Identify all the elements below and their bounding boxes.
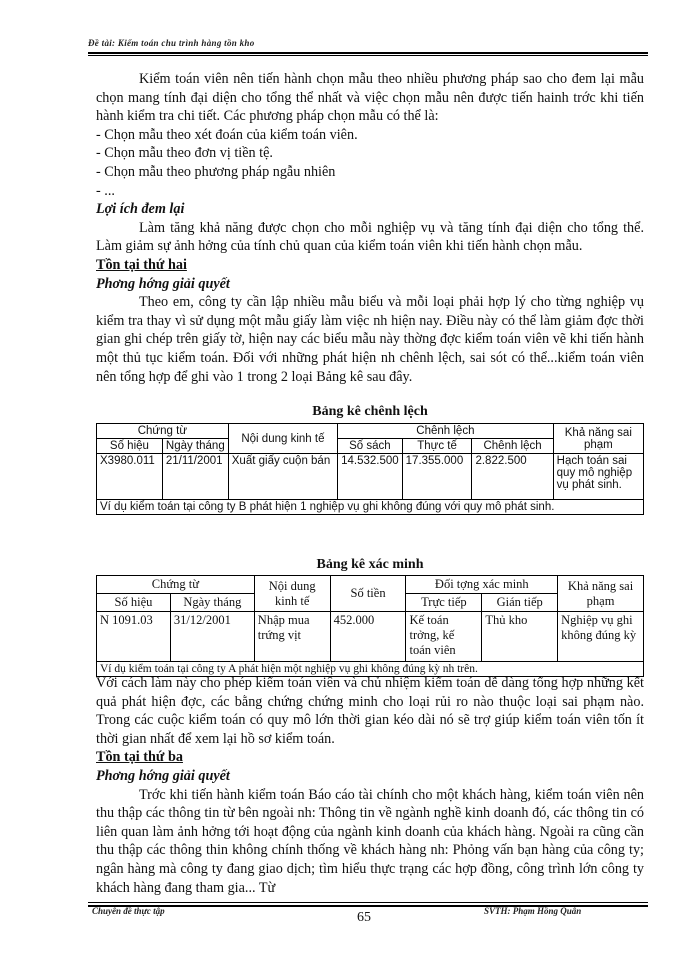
table-cell: N 1091.03 xyxy=(97,612,171,662)
table-cell: 21/11/2001 xyxy=(162,454,228,500)
table1-title: Bảng kê chênh lệch xyxy=(312,404,428,419)
table-row xyxy=(97,454,644,500)
paragraph-benefit: Làm tăng khả năng được chọn cho mỗi nghiệp vụ và tăng tính đại diện cho tổng thể. Làm giảm sự ảnh hởng của tính chủ quan của kiểm toán viên khi tiến hành chọn mẫu. xyxy=(96,219,644,255)
table-cell: 452.000 xyxy=(330,612,406,662)
paragraph-benefit-method: Với cách làm này cho phép kiểm toán viên và chủ nhiệm kiểm toán dễ dàng tổng hợp những kết quả phát hiện đợc, các bằng chứng chứng minh cho loại rủi ro nào thuộc loại sai phạm nào. Trong các cuộc kiểm toán có quy mô lớn thời gian kéo dài nó sẽ trợ giúp kiểm toán viên tốn ít thời gian nhất để xem lại hồ sơ kiểm toán. xyxy=(96,675,644,747)
heading-issue-two: Tồn tại thứ hai xyxy=(96,256,187,273)
text-block-1 xyxy=(96,70,644,386)
col-header: Trực tiếp xyxy=(406,594,482,612)
col-header: Chênh lệch xyxy=(472,439,553,454)
col-header: Chứng từ xyxy=(97,576,255,594)
footer-left: Chuyên đề thực tập xyxy=(92,906,165,916)
page-number: 65 xyxy=(357,910,371,925)
table-cell: X3980.011 xyxy=(97,454,163,500)
list-item: - Chọn mẫu theo đơn vị tiền tệ. xyxy=(96,145,273,162)
table-cell: 14.532.500 xyxy=(338,454,403,500)
table-note: Ví dụ kiểm toán tại công ty A phát hiện một nghiệp vụ ghi không đúng kỳ nh trên. xyxy=(97,662,644,677)
header-rule xyxy=(88,52,648,54)
col-header: Ngày tháng xyxy=(170,594,254,612)
table-note: Ví dụ kiểm toán tại công ty B phát hiện 1 nghiệp vụ ghi không đúng với quy mô phát sinh. xyxy=(97,500,644,515)
table-cell: Kế toán trởng, kế toán viên xyxy=(406,612,482,662)
col-header: Số tiền xyxy=(330,576,406,612)
table-cell: Xuất giấy cuộn bán xyxy=(228,454,337,500)
table-cell: 17.355.000 xyxy=(402,454,472,500)
table-row xyxy=(97,612,644,662)
table-cell: 31/12/2001 xyxy=(170,612,254,662)
paragraph-solution-three: Trớc khi tiến hành kiểm toán Báo cáo tài chính cho một khách hàng, kiểm toán viên nên thu thập các thông tin từ bên ngoài nh: Thông tin về ngành nghề kinh doanh đó, các thông tin có liên quan làm ảnh hởng tới hoạt động của ngành kinh doanh của khách hàng. Ngoài ra cũng cần thu thập các thông thin không chính thống về khách hàng nh: Phỏng vấn bạn hàng của công ty; ngân hàng mà công ty đang giao dịch; tìm hiểu thực trạng các hợp đồng, công trình lớn công ty khách hàng đang tham gia... Từ xyxy=(96,786,644,896)
col-header: Số hiệu xyxy=(97,439,163,454)
col-header: Khả năng sai phạm xyxy=(553,424,643,454)
page-header: Đề tài: Kiểm toán chu trình hàng tồn kho xyxy=(88,38,255,48)
col-header: Chênh lệch xyxy=(338,424,554,439)
col-header: Khả năng sai phạm xyxy=(558,576,644,612)
table2-title: Bảng kê xác minh xyxy=(316,557,424,572)
table-cell: Hạch toán sai quy mô nghiệp vụ phát sinh. xyxy=(553,454,643,500)
col-header: Số sách xyxy=(338,439,403,454)
table-cell: Nghiệp vụ ghi không đúng kỳ xyxy=(558,612,644,662)
col-header: Ngày tháng xyxy=(162,439,228,454)
list-item: - Chọn mẫu theo xét đoán của kiểm toán viên. xyxy=(96,126,358,143)
table-cell: Nhập mua trứng vịt xyxy=(254,612,330,662)
paragraph-sampling: Kiểm toán viên nên tiến hành chọn mẫu theo nhiều phương pháp sao cho đem lại mẫu chọn mang tính đại diện cho tổng thể nhất và việc chọn mẫu nên được tiến hainh trớc khi tiến hành kiểm tra chi tiết. Các phương pháp chọn mẫu có thể là: xyxy=(96,71,644,125)
footer-right: SVTH: Phạm Hồng Quân xyxy=(484,906,582,916)
col-header: Nội dung kinh tế xyxy=(254,576,330,612)
discrepancy-table xyxy=(96,423,644,515)
header-rule-thin xyxy=(88,55,648,56)
footer-rule-thin xyxy=(88,902,648,903)
col-header: Nội dung kinh tế xyxy=(228,424,337,454)
col-header: Đối tợng xác minh xyxy=(406,576,558,594)
paragraph-solution-two: Theo em, công ty cần lập nhiều mẫu biểu và mỗi loại phải hợp lý cho từng nghiệp vụ kiểm tra thay vì sử dụng một mẫu giấy làm việc nh hiện nay. Điều này có thể làm giảm đợc thời gian ghi chép trên giấy tờ, hiện nay các biểu mẫu này thờng đợc kiểm toán viên vẽ khi tiến hành một thủ tục kiểm toán. Đối với những phát hiện nh chênh lệch, sai sót có thể...kiểm toán viên nên tổng hợp để ghi vào 1 trong 2 loại Bảng kê sau đây. xyxy=(96,294,644,385)
text-block-2 xyxy=(96,674,644,897)
col-header: Gián tiếp xyxy=(482,594,558,612)
verification-table xyxy=(96,575,644,677)
col-header: Số hiệu xyxy=(97,594,171,612)
table-cell: Thủ kho xyxy=(482,612,558,662)
col-header: Chứng từ xyxy=(97,424,229,439)
table-cell: 2.822.500 xyxy=(472,454,553,500)
heading-benefit: Lợi ích đem lại xyxy=(96,201,185,218)
heading-solution: Phơng hớng giải quyết xyxy=(96,767,230,784)
heading-issue-three: Tồn tại thứ ba xyxy=(96,749,183,766)
list-item: - Chọn mẫu theo phương pháp ngẫu nhiên xyxy=(96,163,336,180)
col-header: Thực tế xyxy=(402,439,472,454)
heading-solution: Phơng hớng giải quyết xyxy=(96,275,230,292)
list-item: - ... xyxy=(96,182,115,199)
